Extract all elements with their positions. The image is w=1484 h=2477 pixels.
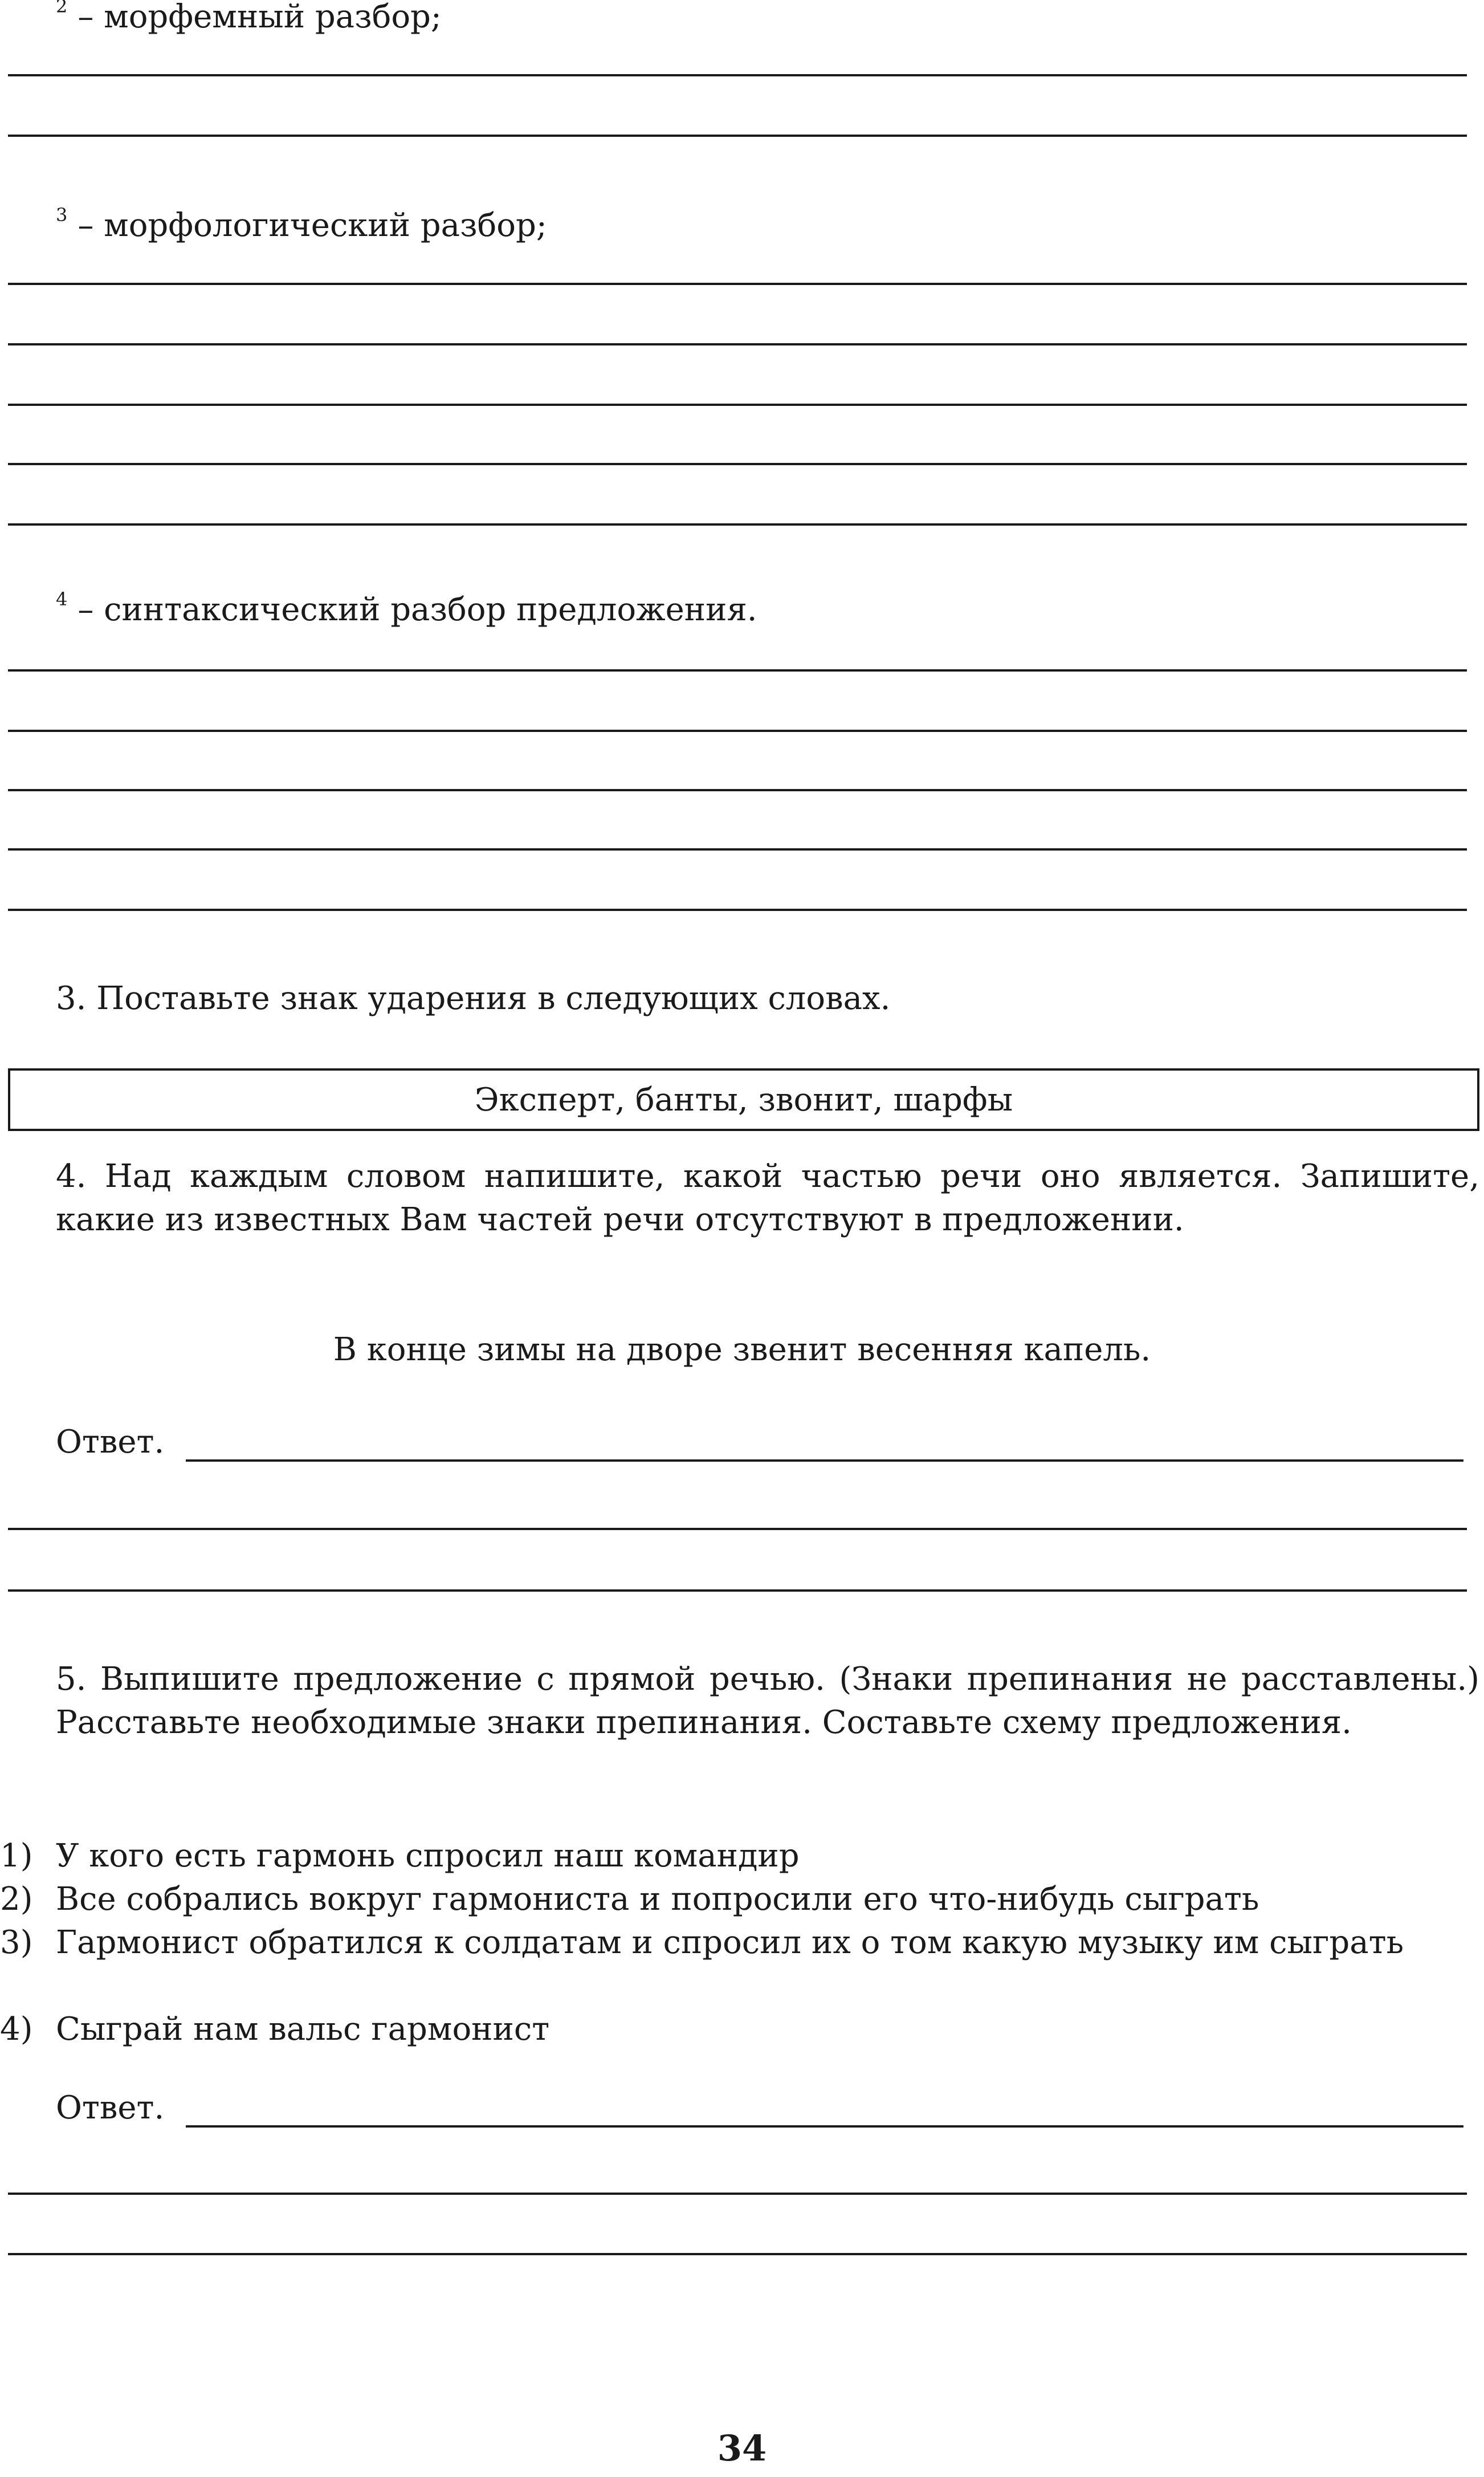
- task4-instruction-text: 4. Над каждым словом напишите, какой частью речи оно является. Запишите, какие из известных Вам частей речи отсутствуют в предложении.: [56, 1158, 1479, 1238]
- task4-sentence: В конце зимы на дворе звенит весенняя капель.: [333, 1331, 1151, 1368]
- writing-line[interactable]: [8, 2193, 1467, 2195]
- writing-line[interactable]: [8, 74, 1467, 76]
- list-item: [0, 1921, 1479, 1964]
- writing-line[interactable]: [8, 523, 1467, 526]
- task4-answer-label: Ответ.: [56, 1423, 165, 1461]
- task5-instruction-text: 5. Выпишите предложение с прямой речью. (Знаки препинания не расставлены.) Расставьте необходимые знаки препинания. Составьте схему предложения.: [56, 1661, 1479, 1741]
- list-item: [0, 2008, 1479, 2051]
- morphemic-analysis-text: – морфемный разбор;: [78, 0, 442, 35]
- writing-line[interactable]: [8, 669, 1467, 672]
- footnote-mark: 4: [56, 588, 68, 610]
- writing-line[interactable]: [8, 404, 1467, 406]
- writing-line[interactable]: [8, 135, 1467, 137]
- writing-line[interactable]: [8, 1589, 1467, 1592]
- morphological-analysis-text: – морфологический разбор;: [78, 207, 547, 244]
- footnote-mark: 2: [56, 0, 68, 17]
- list-item-text: Все собрались вокруг гармониста и попросили его что-нибудь сыграть: [56, 1881, 1259, 1918]
- list-item-text: Гармонист обратился к солдатам и спросил их о том какую музыку им сыграть: [56, 1924, 1404, 1961]
- answer-line[interactable]: [186, 1459, 1463, 1462]
- stress-words: Эксперт, банты, звонит, шарфы: [474, 1081, 1013, 1118]
- list-item-number: 1): [0, 1837, 33, 1874]
- answer-line[interactable]: [186, 2125, 1463, 2128]
- task3-instruction: 3. Поставьте знак ударения в следующих словах.: [56, 980, 891, 1017]
- footnote-mark: 3: [56, 204, 68, 226]
- morphological-analysis-label: [56, 204, 547, 251]
- page-number: 34: [717, 2427, 767, 2469]
- list-item: [0, 1835, 1479, 1878]
- list-item-text: У кого есть гармонь спросил наш командир: [56, 1837, 800, 1874]
- morphemic-analysis-label: [56, 0, 442, 43]
- writing-line[interactable]: [8, 1528, 1467, 1530]
- task4-instruction: [8, 1155, 1479, 1242]
- writing-line[interactable]: [8, 848, 1467, 851]
- list-item-text: Сыграй нам вальс гармонист: [56, 2011, 550, 2048]
- list-item-number: 2): [0, 1881, 33, 1918]
- list-item-number: 3): [0, 1924, 33, 1961]
- writing-line[interactable]: [8, 789, 1467, 791]
- syntactic-analysis-label: [56, 588, 757, 636]
- writing-line[interactable]: [8, 343, 1467, 345]
- list-item-number: 4): [0, 2011, 33, 2048]
- writing-line[interactable]: [8, 730, 1467, 732]
- list-item: [0, 1878, 1479, 1921]
- task5-instruction: [8, 1658, 1479, 1744]
- writing-line[interactable]: [8, 283, 1467, 285]
- task5-answer-label: Ответ.: [56, 2089, 165, 2126]
- stress-words-box: [8, 1068, 1479, 1131]
- writing-line[interactable]: [8, 909, 1467, 911]
- writing-line[interactable]: [8, 463, 1467, 465]
- writing-line[interactable]: [8, 2253, 1467, 2255]
- syntactic-analysis-text: – синтаксический разбор предложения.: [78, 591, 757, 628]
